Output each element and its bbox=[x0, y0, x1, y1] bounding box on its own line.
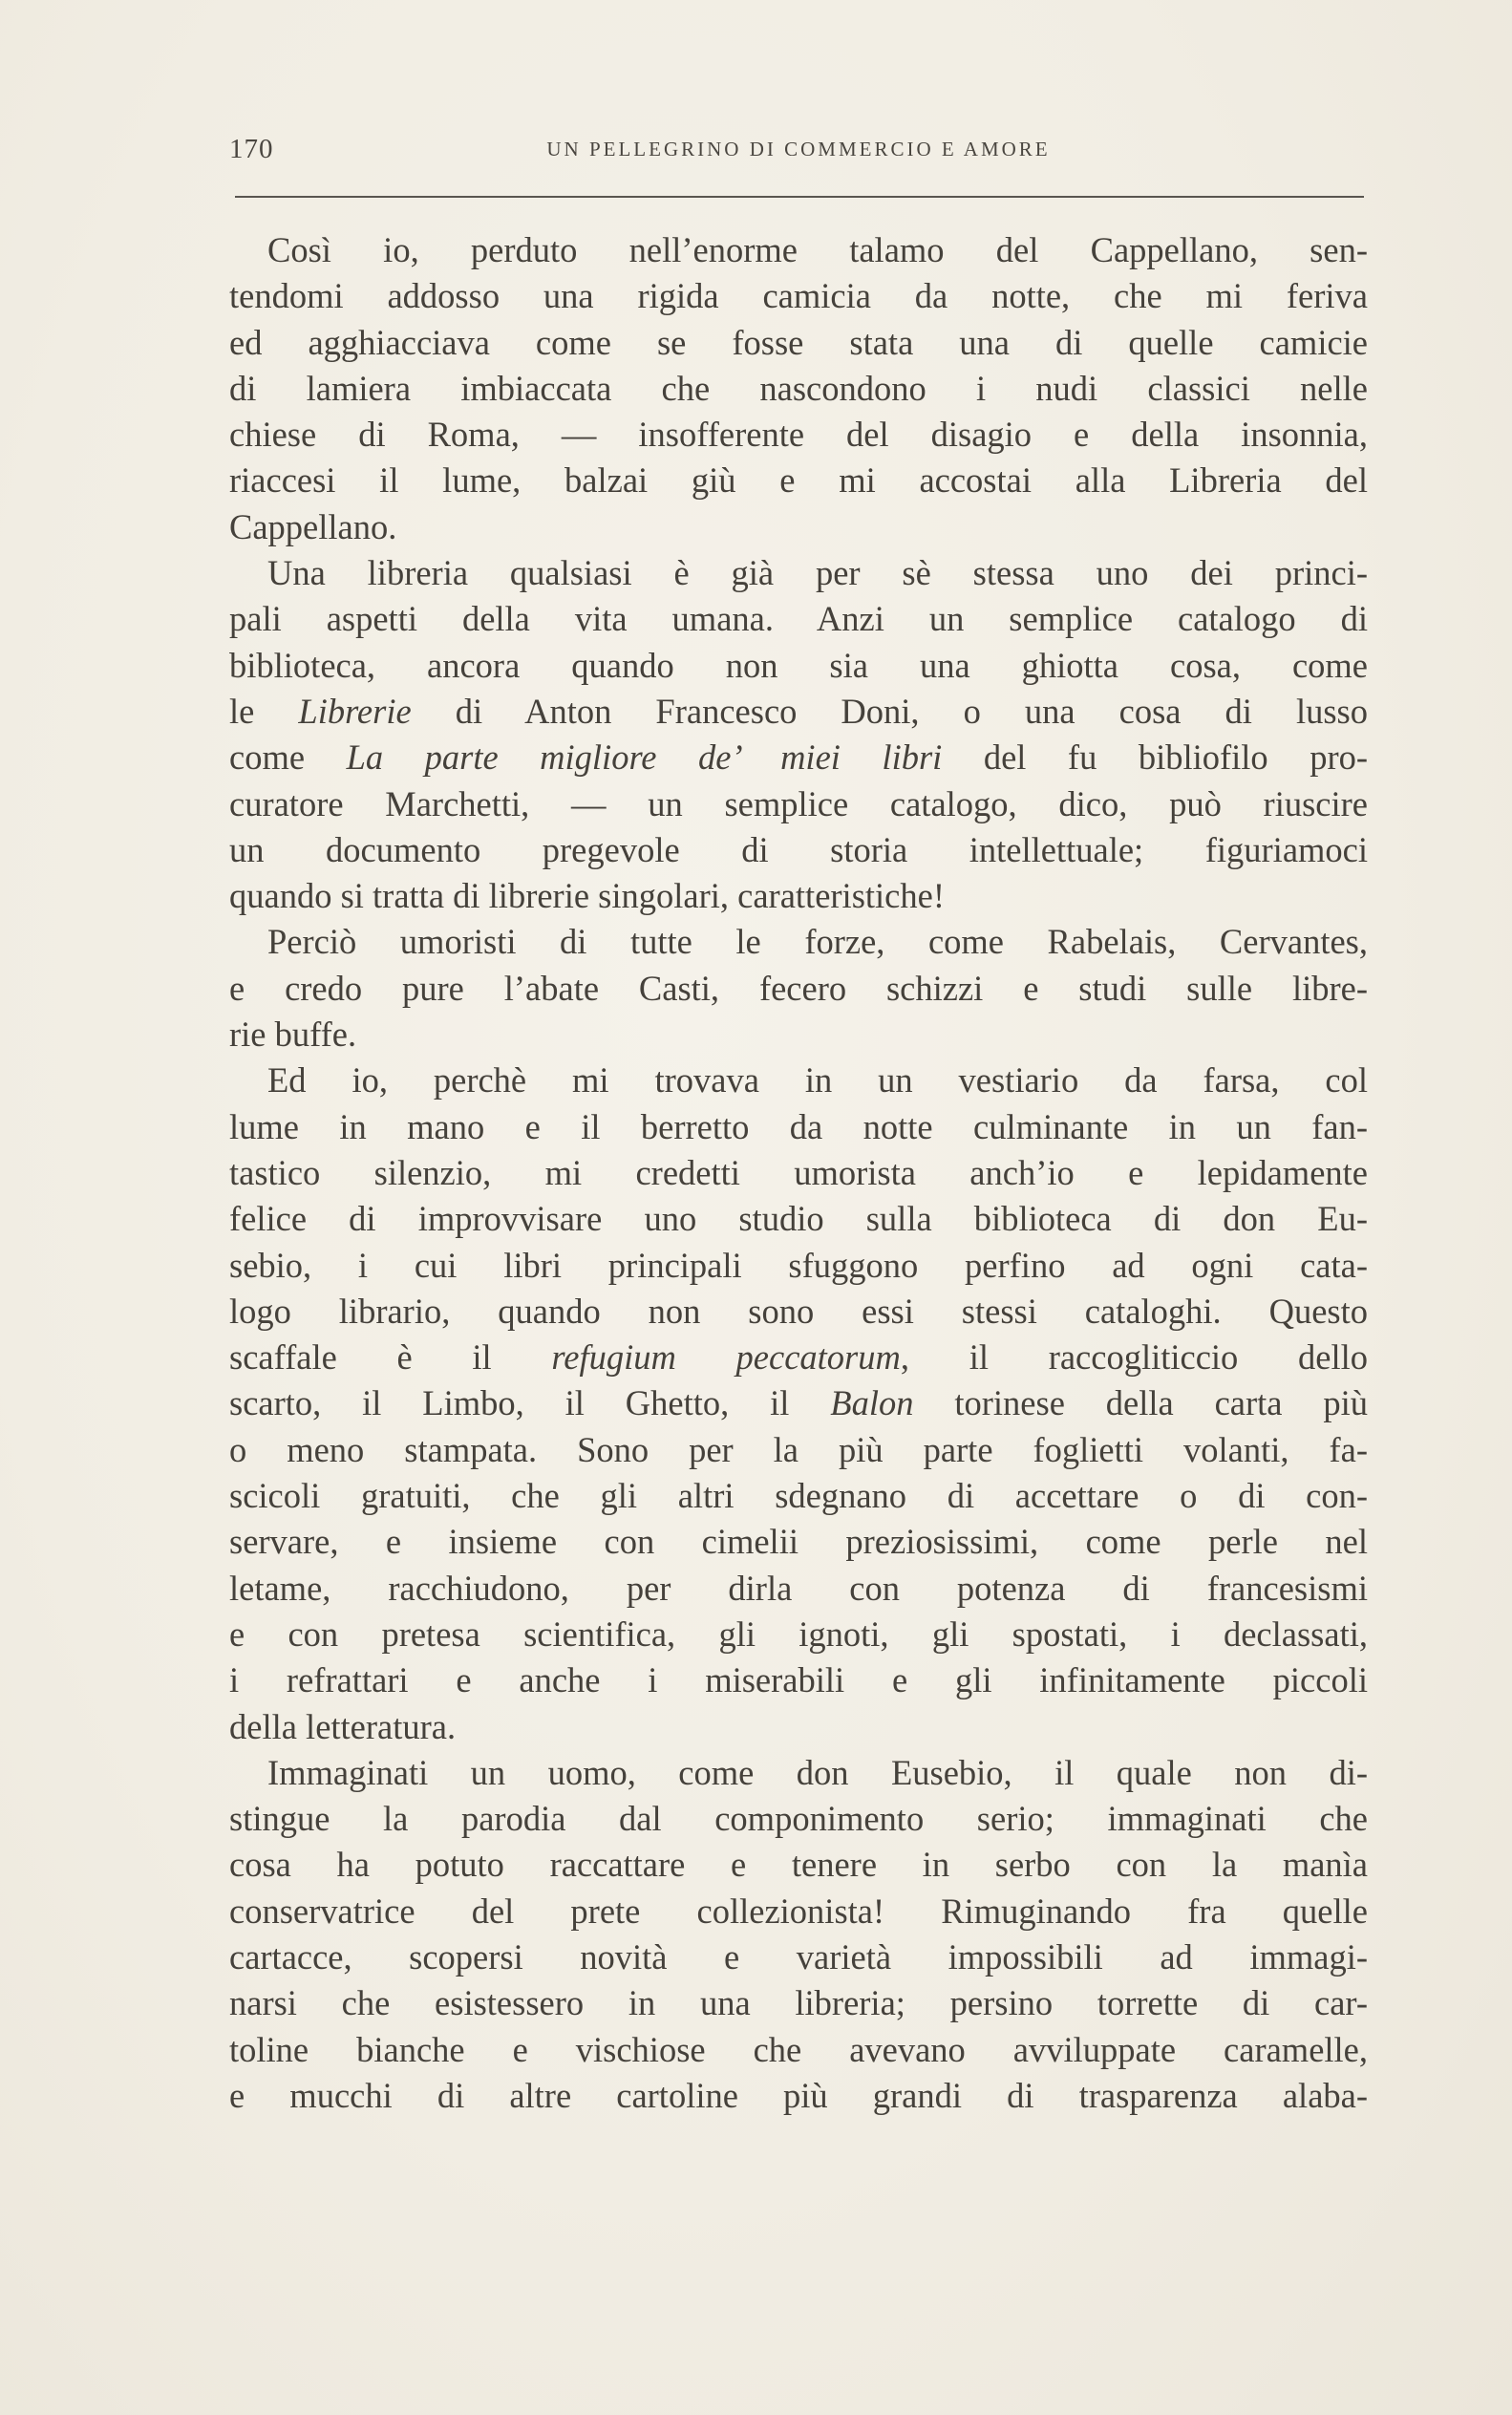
text-line: un documento pregevole di storia intellettuale; figuriamoci bbox=[229, 829, 1368, 869]
text-line: scicoli gratuiti, che gli altri sdegnano di accettare o di con- bbox=[229, 1476, 1368, 1516]
place-name-italic: Balon bbox=[830, 1383, 914, 1423]
text-line: Immaginati un uomo, come don Eusebio, il quale non di- bbox=[267, 1752, 1368, 1792]
text-line: riaccesi il lume, balzai giù e mi accostai alla Libreria del bbox=[229, 460, 1368, 501]
text-line: letame, racchiudono, per dirla con potenza di francesismi bbox=[229, 1568, 1368, 1608]
book-title-italic: La parte migliore de’ miei libri bbox=[346, 737, 943, 778]
body-text bbox=[229, 227, 1368, 2119]
text-line: di lamiera imbiaccata che nascondono i nudi classici nelle bbox=[229, 368, 1368, 408]
text-line: Ed io, perchè mi trovava in un vestiario da farsa, col bbox=[267, 1060, 1368, 1101]
text-line: chiese di Roma, — insofferente del disagio e della insonnia, bbox=[229, 415, 1368, 455]
text-line: stingue la parodia dal componimento serio; immaginati che bbox=[229, 1799, 1368, 1839]
text-line: Una libreria qualsiasi è già per sè stessa uno dei princi- bbox=[267, 553, 1368, 593]
text-line: scarto, il Limbo, il Ghetto, il Balon torinese della carta più bbox=[229, 1383, 1368, 1423]
text-line: scaffale è il refugium peccatorum, il raccogliticcio dello bbox=[229, 1337, 1368, 1378]
text-line: conservatrice del prete collezionista! Rimuginando fra quelle bbox=[229, 1891, 1368, 1931]
text-line: tastico silenzio, mi credetti umorista anch’io e lepidamente bbox=[229, 1152, 1368, 1192]
text-line: e con pretesa scientifica, gli ignoti, gli spostati, i declassati, bbox=[229, 1614, 1368, 1654]
text-line: narsi che esistessero in una libreria; persino torrette di car- bbox=[229, 1983, 1368, 2023]
text-line: della letteratura. bbox=[229, 1706, 457, 1746]
text-line: biblioteca, ancora quando non sia una ghiotta cosa, come bbox=[229, 645, 1368, 685]
running-title: UN PELLEGRINO DI COMMERCIO E AMORE bbox=[546, 138, 1051, 160]
text-line: sebio, i cui libri principali sfuggono perfino ad ogni cata- bbox=[229, 1245, 1368, 1285]
text-line: Cappellano. bbox=[229, 506, 397, 546]
text-line: logo librario, quando non sono essi stessi cataloghi. Questo bbox=[229, 1291, 1368, 1331]
text-line: tendomi addosso una rigida camicia da notte, che mi feriva bbox=[229, 276, 1368, 316]
text-line: le Librerie di Anton Francesco Doni, o una cosa di lusso bbox=[229, 691, 1368, 731]
page-header bbox=[229, 130, 1368, 168]
text-line: curatore Marchetti, — un semplice catalogo, dico, può riuscire bbox=[229, 783, 1368, 823]
text-line: e mucchi di altre cartoline più grandi di trasparenza alaba- bbox=[229, 2075, 1368, 2115]
text-line: i refrattari e anche i miserabili e gli infinitamente piccoli bbox=[229, 1660, 1368, 1700]
text-line: come La parte migliore de’ miei libri del fu bibliofilo pro- bbox=[229, 737, 1369, 778]
text-line: ed agghiacciava come se fosse stata una di quelle camicie bbox=[229, 322, 1368, 362]
text-line: Perciò umoristi di tutte le forze, come Rabelais, Cervantes, bbox=[267, 922, 1368, 962]
text-line: quando si tratta di librerie singolari, caratteristiche! bbox=[229, 876, 945, 916]
text-line: cartacce, scopersi novità e varietà impossibili ad immagi- bbox=[229, 1936, 1368, 1977]
text-line: felice di improvvisare uno studio sulla biblioteca di don Eu- bbox=[229, 1199, 1368, 1239]
text-line: toline bianche e vischiose che avevano avviluppate caramelle, bbox=[229, 2029, 1368, 2069]
text-line: pali aspetti della vita umana. Anzi un semplice catalogo di bbox=[229, 599, 1368, 639]
text-line: lume in mano e il berretto da notte culminante in un fan- bbox=[229, 1106, 1368, 1146]
page-number: 170 bbox=[229, 134, 274, 164]
text-line: e credo pure l’abate Casti, fecero schizzi e studi sulle libre- bbox=[229, 968, 1368, 1008]
latin-phrase-italic: refugium peccatorum bbox=[551, 1337, 901, 1378]
text-line: servare, e insieme con cimelii preziosissimi, come perle nel bbox=[229, 1522, 1368, 1562]
text-line: Così io, perduto nell’enorme talamo del Cappellano, sen- bbox=[267, 230, 1368, 269]
book-title-italic: Librerie bbox=[298, 691, 412, 731]
header-rule bbox=[235, 196, 1364, 198]
text-line: cosa ha potuto raccattare e tenere in serbo con la manìa bbox=[229, 1845, 1368, 1885]
text-line: rie buffe. bbox=[229, 1015, 357, 1055]
text-line: o meno stampata. Sono per la più parte foglietti volanti, fa- bbox=[229, 1429, 1368, 1469]
